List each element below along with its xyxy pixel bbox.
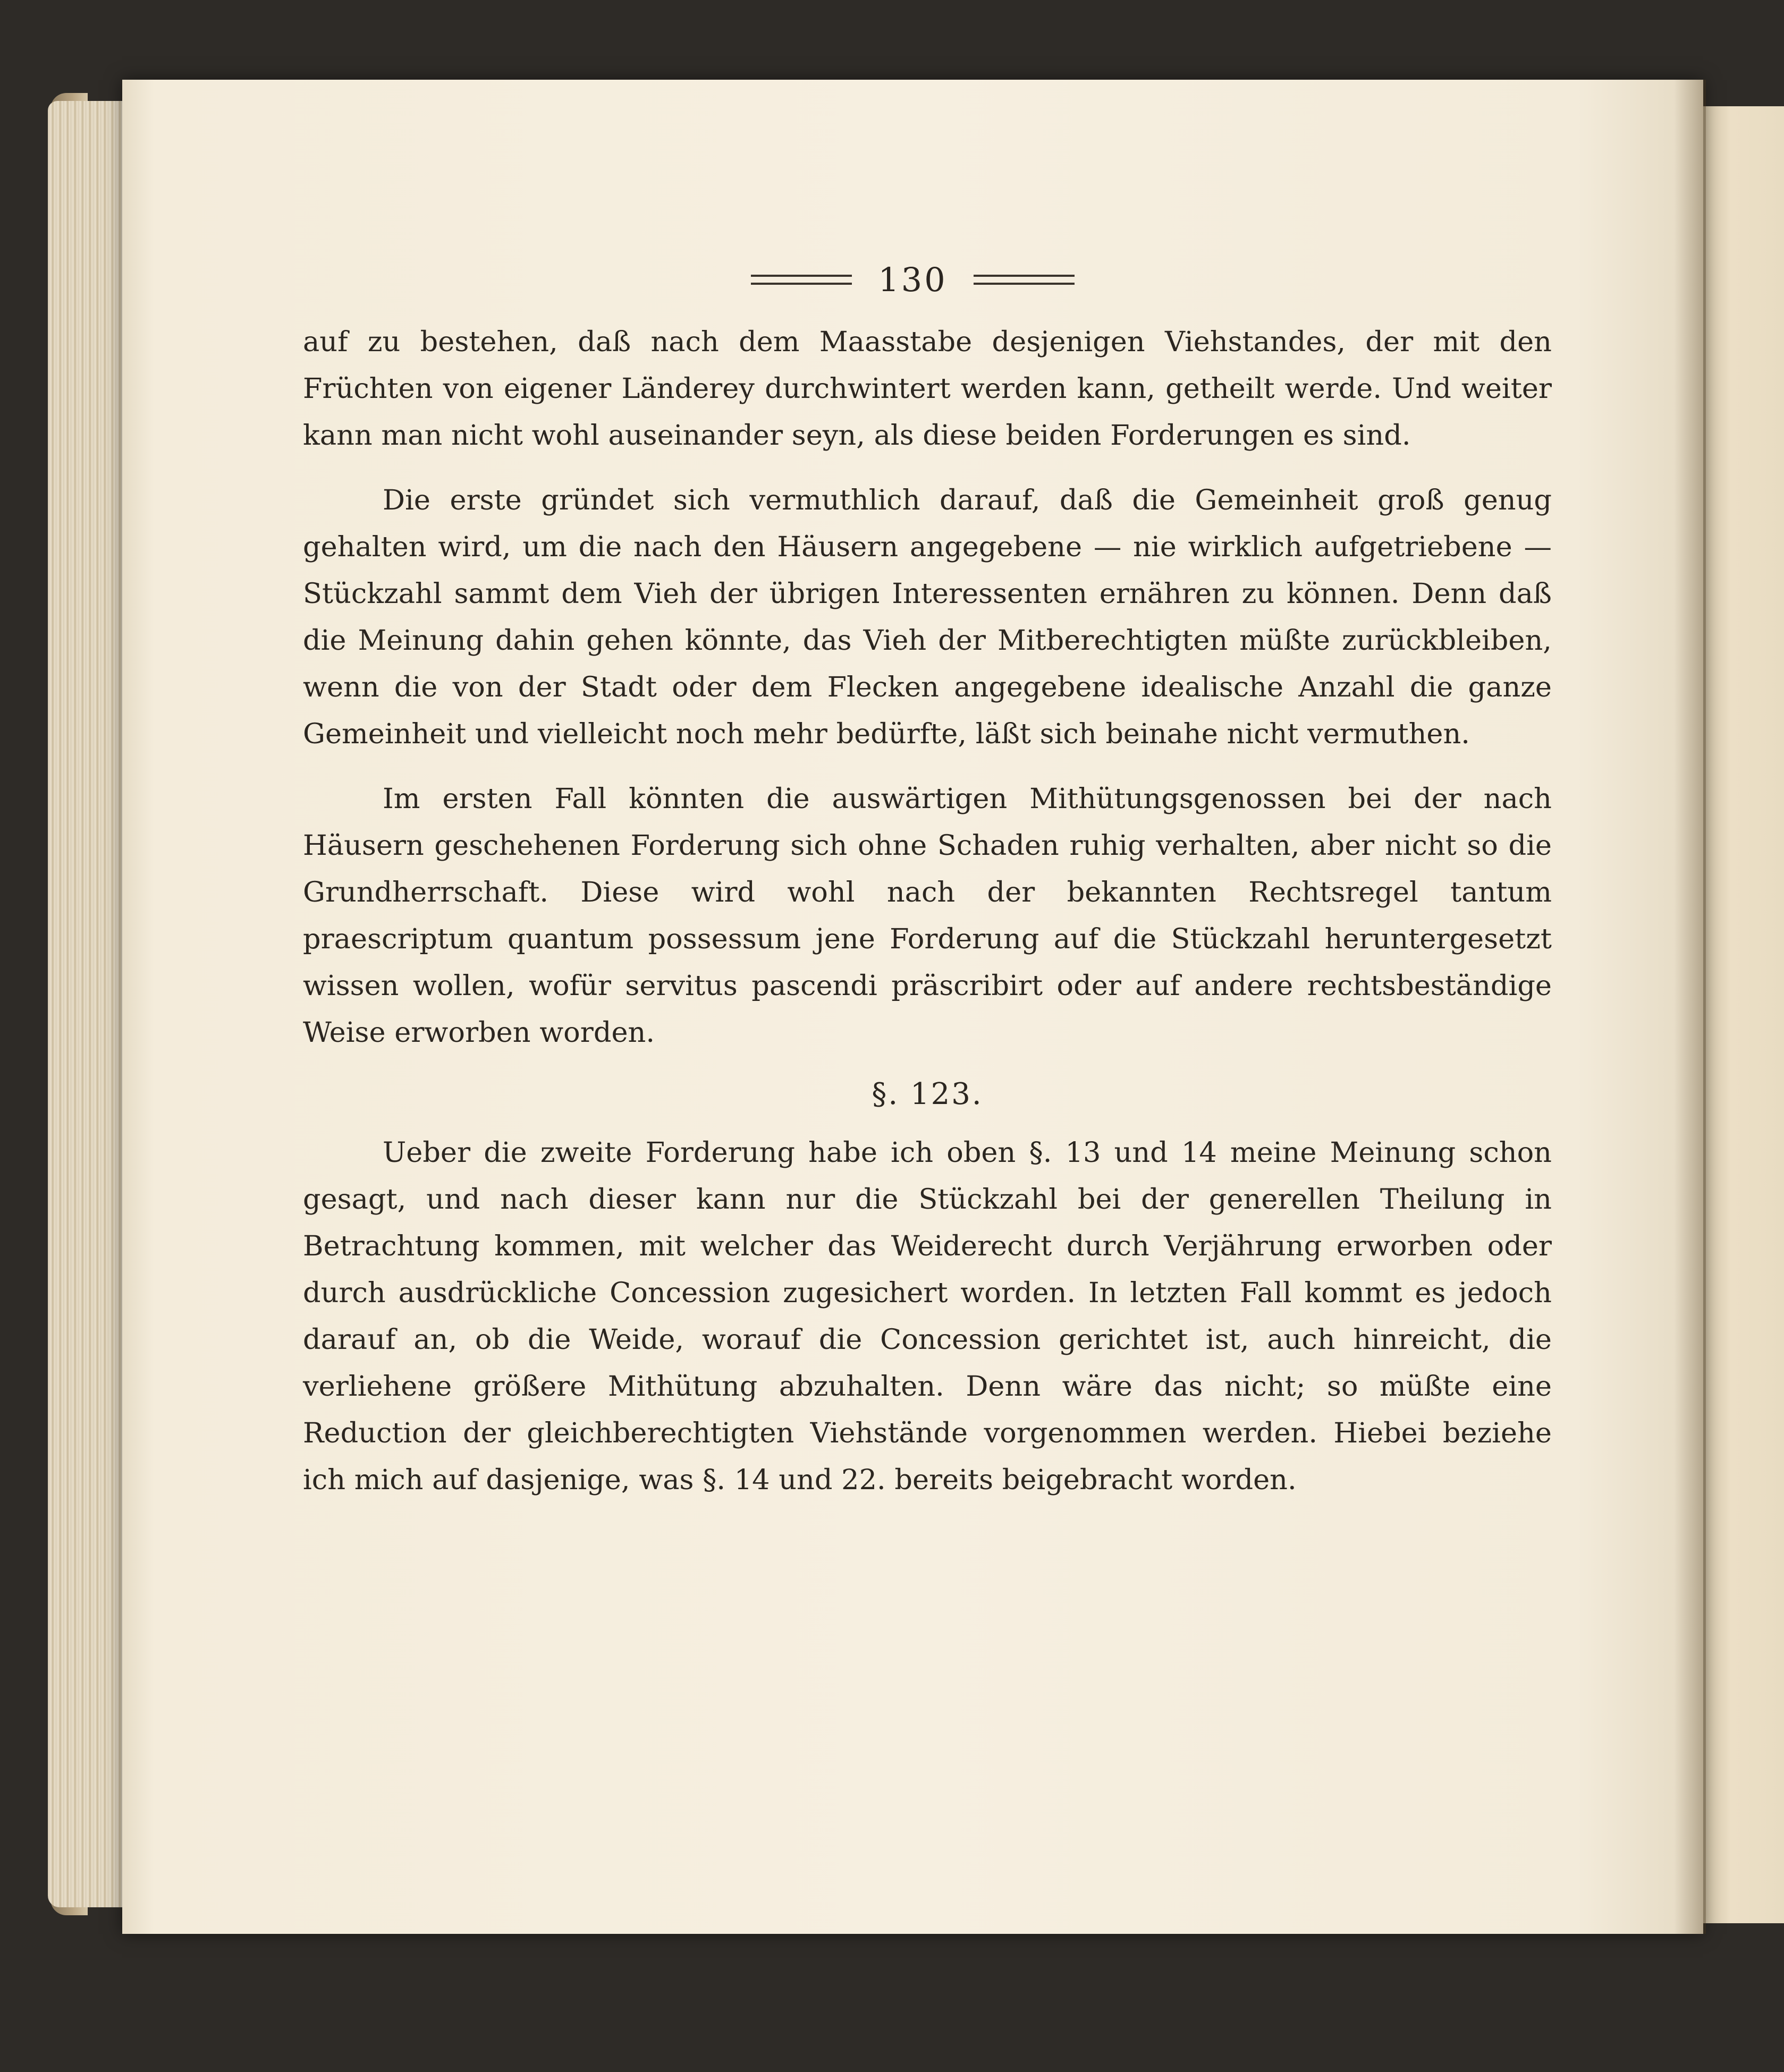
section-heading: §. 123. [872,1077,983,1111]
running-header [122,260,1703,299]
gutter-shadow [1674,80,1706,1934]
paragraph-2: Die erste gründet sich vermuthlich darauf, daß die Gemeinheit groß genug gehalten wird, um die nach den Häusern angegebene — nie wirklich aufgetriebene — Stückzahl sammt dem Vieh der übrigen Interessenten ernähren zu können. Denn daß die Meinung dahin gehen könnte, das Vieh der Mitberechtigten müßte zurückbleiben, wenn die von der Stadt oder dem Flecken angegebene idealische Anzahl die ganze Gemeinheit und vielleicht noch mehr bedürfte, läßt sich beinahe nicht vermuthen. [303,484,1552,750]
paragraph-3: Im ersten Fall könnten die auswärtigen Mithütungsgenossen bei der nach Häusern geschehenen Forderung sich ohne Schaden ruhig verhalten, aber nicht so die Grundherrschaft. Diese wird wohl nach der bekannten Rechtsregel tantum praescriptum quantum possessum jene Forderung auf die Stückzahl heruntergesetzt wissen wollen, wofür servitus pascendi präscribirt oder auf andere rechtsbeständige Weise erworben worden. [303,783,1552,1049]
paragraph-1: auf zu bestehen, daß nach dem Maasstabe desjenigen Viehstandes, der mit den Früchten von eigener Länderey durchwintert werden kann, getheilt werde. Und weiter kann man nicht wohl auseinander seyn, als diese beiden Forderungen es sind. [303,326,1552,452]
facing-page-edge [1695,106,1784,1923]
section-paragraph: Ueber die zweite Forderung habe ich oben §. 13 und 14 meine Meinung schon gesagt, und nach dieser kann nur die Stückzahl bei der generellen Theilung in Betrachtung kommen, mit welcher das Weiderecht durch Verjährung erworben oder durch ausdrückliche Concession zugesichert worden. In letzten Fall kommt es jedoch darauf an, ob die Weide, worauf die Concession gerichtet ist, auch hinreicht, die verliehene größere Mithütung abzuhalten. Denn wäre das nicht; so müßte eine Reduction der gleichberechtigten Viehstände vorgenommen werden. Hiebei beziehe ich mich auf dasjenige, was §. 14 und 22. bereits beigebracht worden. [303,1136,1552,1496]
header-rule-right [974,275,1075,285]
page-number: 130 [878,260,948,299]
page-body [303,319,1552,1504]
header-rule-left [751,275,852,285]
